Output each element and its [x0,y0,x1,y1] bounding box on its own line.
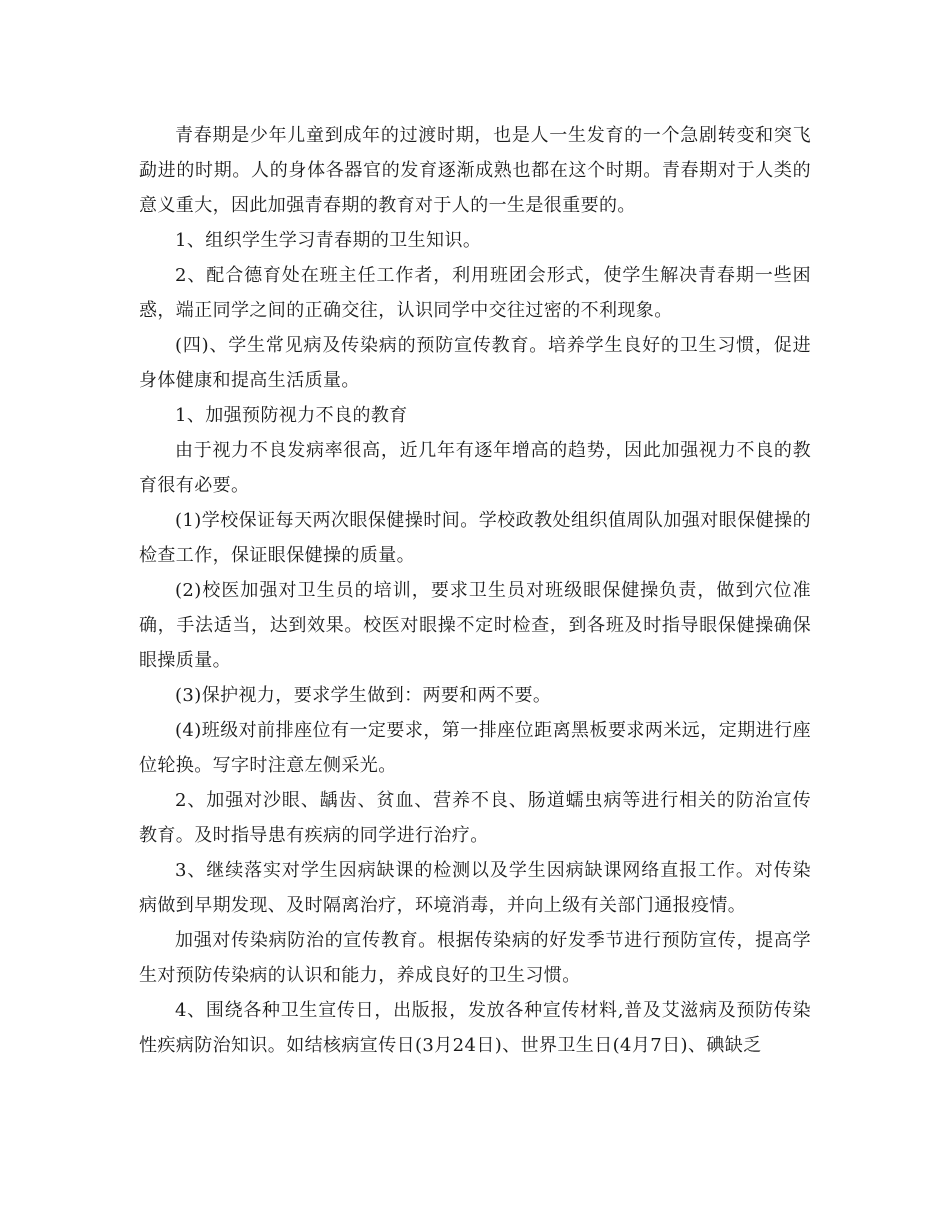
paragraph: (4)班级对前排座位有一定要求，第一排座位距离黑板要求两米远，定期进行座位轮换。写字时注意左侧采光。 [139,720,811,776]
paragraph: 4、围绕各种卫生宣传日，出版报，发放各种宣传材料,普及艾滋病及预防传染性疾病防治知识。如结核病宣传日(3月24日)、世界卫生日(4月7日)、碘缺乏 [139,1000,811,1056]
paragraph: 1、组织学生学习青春期的卫生知识。 [175,230,482,251]
paragraph: (四)、学生常见病及传染病的预防宣传教育。培养学生良好的卫生习惯，促进身体健康和提高生活质量。 [139,335,811,391]
paragraph: 2、加强对沙眼、龋齿、贫血、营养不良、肠道蠕虫病等进行相关的防治宣传教育。及时指导患有疾病的同学进行治疗。 [139,790,811,846]
paragraph: 加强对传染病防治的宣传教育。根据传染病的好发季节进行预防宣传，提高学生对预防传染病的认识和能力，养成良好的卫生习惯。 [139,930,811,986]
paragraph: (2)校医加强对卫生员的培训，要求卫生员对班级眼保健操负责，做到穴位准确，手法适当，达到效果。校医对眼操不定时检查，到各班及时指导眼保健操确保眼操质量。 [139,580,811,671]
paragraph: 3、继续落实对学生因病缺课的检测以及学生因病缺课网络直报工作。对传染病做到早期发现、及时隔离治疗，环境消毒，并向上级有关部门通报疫情。 [139,860,811,916]
paragraph: (3)保护视力，要求学生做到：两要和两不要。 [175,685,552,706]
paragraph: (1)学校保证每天两次眼保健操时间。学校政教处组织值周队加强对眼保健操的检查工作，保证眼保健操的质量。 [139,510,811,566]
document-body [139,118,811,1063]
paragraph: 2、配合德育处在班主任工作者，利用班团会形式，使学生解决青春期一些困惑，端正同学之间的正确交往，认识同学中交往过密的不利现象。 [139,265,811,321]
paragraph: 青春期是少年儿童到成年的过渡时期，也是人一生发育的一个急剧转变和突飞勐进的时期。人的身体各器官的发育逐渐成熟也都在这个时期。青春期对于人类的意义重大，因此加强青春期的教育对于人的一生是很重要的。 [139,125,811,216]
paragraph: 由于视力不良发病率很高，近几年有逐年增高的趋势，因此加强视力不良的教育很有必要。 [139,440,811,496]
paragraph: 1、加强预防视力不良的教育 [175,405,408,426]
